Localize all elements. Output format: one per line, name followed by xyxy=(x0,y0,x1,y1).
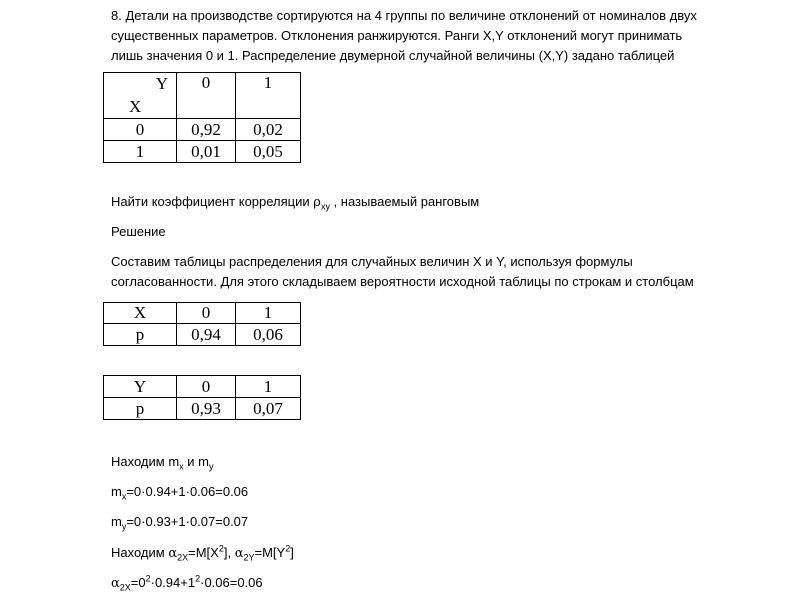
table-row xyxy=(104,141,301,163)
table-row xyxy=(104,376,301,398)
row-label: Y xyxy=(104,376,177,398)
find-correlation-text: Найти коэффициент корреляции $\rho_{xy}$ , называемый ранговым xyxy=(111,194,480,212)
compose-line-2: согласованности. Для этого складываем вероятности исходной таблицы по строкам и столбцам xyxy=(111,274,694,289)
x-distribution-table xyxy=(103,302,301,346)
my-formula: $m_y=0\cdot 0.93+1\cdot 0.07=0.07$ xyxy=(111,514,249,532)
joint-distribution-table xyxy=(103,72,301,163)
problem-line-2: существенных параметров. Отклонения ранжируются. Ранги X,Y отклонений могут принимать xyxy=(111,28,683,43)
y-distribution-table xyxy=(103,375,301,420)
table-row xyxy=(104,303,301,324)
table-cell: 0,05 xyxy=(236,141,301,163)
problem-line-3: лишь значения 0 и 1. Распределение двумерной случайной величины (X,Y) задано таблицей xyxy=(111,48,675,63)
table-cell: 0,02 xyxy=(236,119,301,141)
row-label: X xyxy=(104,303,177,324)
problem-line-1: 8. Детали на производстве сортируются на 4 группы по величине отклонений от номиналов двух xyxy=(111,8,697,23)
table-cell: 1 xyxy=(236,376,301,398)
table-corner-header xyxy=(104,73,177,119)
row-label: p xyxy=(104,398,177,420)
row-label: p xyxy=(104,324,177,346)
row-label: 1 xyxy=(104,141,177,163)
table-cell: 0,92 xyxy=(177,119,236,141)
col-header: 1 xyxy=(236,73,301,119)
table-cell: 0 xyxy=(177,303,236,324)
header-y: Y xyxy=(155,74,168,93)
find-m-text: Находим $m_x$ и $m_y$ xyxy=(111,454,214,472)
table-row xyxy=(104,398,301,420)
table-cell: 0,06 xyxy=(236,324,301,346)
header-x: X xyxy=(129,97,142,116)
mx-formula: $m_x=0\cdot 0.94+1\cdot 0.06=0.06$ xyxy=(111,484,249,502)
table-row xyxy=(104,324,301,346)
find-alpha-text: Находим $\alpha_{2X}=M[X^2]$, $\alpha_{2Y}=M[Y^2]$ xyxy=(111,543,294,563)
col-header: 0 xyxy=(177,73,236,119)
table-cell: 0,07 xyxy=(236,398,301,420)
table-cell: 0,93 xyxy=(177,398,236,420)
table-cell: 0,01 xyxy=(177,141,236,163)
solution-label: Решение xyxy=(111,224,166,239)
table-cell: 1 xyxy=(236,303,301,324)
table-cell: 0,94 xyxy=(177,324,236,346)
alpha-2x-formula: $\alpha_{2X}=0^2\cdot 0.94+1^2\cdot 0.06=0.06$ xyxy=(111,573,263,593)
table-row xyxy=(104,119,301,141)
row-label: 0 xyxy=(104,119,177,141)
compose-line-1: Составим таблицы распределения для случайных величин X и Y, используя формулы xyxy=(111,254,633,269)
table-cell: 0 xyxy=(177,376,236,398)
